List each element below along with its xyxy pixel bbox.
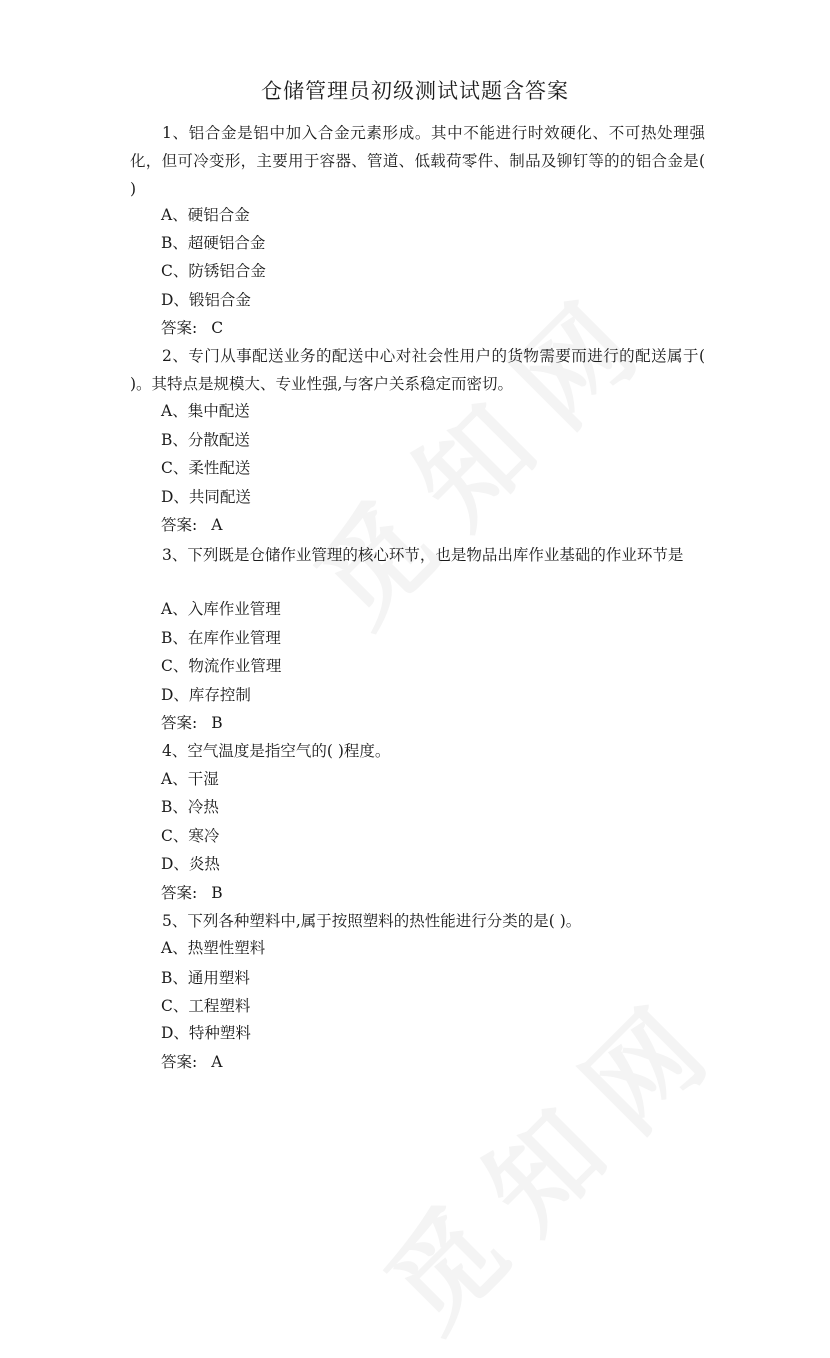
option-a: A、集中配送: [161, 402, 250, 420]
answer-line: [161, 1050, 222, 1074]
option-d: D、库存控制: [161, 686, 251, 704]
answer-label: 答案:: [161, 1053, 198, 1071]
option-b: B、在库作业管理: [161, 629, 281, 647]
answer-value: C: [211, 319, 224, 337]
answer-value: B: [211, 884, 223, 902]
option-c: C、工程塑料: [161, 997, 251, 1015]
answer-value: B: [211, 714, 223, 732]
option-d: D、特种塑料: [161, 1024, 251, 1042]
question-stem: 2、专门从事配送业务的配送中心对社会性用户的货物需要而进行的配送属于( )。其特点是规模大、专业性强,与客户关系稳定而密切。: [130, 347, 705, 393]
answer-line: [161, 711, 223, 735]
answer-line: [161, 513, 222, 537]
document-title: 仓储管理员初级测试试题含答案: [261, 79, 569, 103]
watermark: [346, 950, 755, 1358]
option-b: B、分散配送: [161, 431, 250, 449]
option-c: C、防锈铝合金: [161, 262, 266, 280]
answer-label: 答案:: [161, 884, 198, 902]
answer-line: [161, 316, 223, 340]
option-b: B、冷热: [161, 798, 219, 816]
option-b: B、超硬铝合金: [161, 234, 266, 252]
option-d: D、锻铝合金: [161, 291, 251, 309]
answer-label: 答案:: [161, 714, 198, 732]
answer-line: [161, 881, 223, 905]
option-a: A、干湿: [161, 770, 219, 788]
option-c: C、柔性配送: [161, 459, 251, 477]
watermark: [276, 245, 685, 654]
question-stem: 1、铝合金是铝中加入合金元素形成。其中不能进行时效硬化、不可热处理强化，但可冷变形，主要用于容器、管道、低载荷零件、制品及铆钉等的的铝合金是( ): [130, 124, 705, 198]
option-a: A、硬铝合金: [161, 206, 250, 224]
option-b: B、通用塑料: [161, 969, 250, 987]
option-a: A、入库作业管理: [161, 600, 281, 618]
answer-value: A: [211, 516, 223, 534]
answer-label: 答案:: [161, 319, 198, 337]
question-stem: 3、下列既是仓储作业管理的核心环节，也是物品出库作业基础的作业环节是: [162, 546, 684, 564]
option-d: D、共同配送: [161, 488, 251, 506]
option-d: D、炎热: [161, 855, 220, 873]
question-stem: 4、空气温度是指空气的( )程度。: [162, 742, 391, 760]
option-c: C、物流作业管理: [161, 657, 282, 675]
answer-label: 答案:: [161, 516, 198, 534]
option-c: C、寒冷: [161, 827, 220, 845]
option-a: A、热塑性塑料: [161, 939, 266, 957]
question-stem: 5、下列各种塑料中,属于按照塑料的热性能进行分类的是( )。: [162, 912, 582, 930]
answer-value: A: [211, 1053, 223, 1071]
